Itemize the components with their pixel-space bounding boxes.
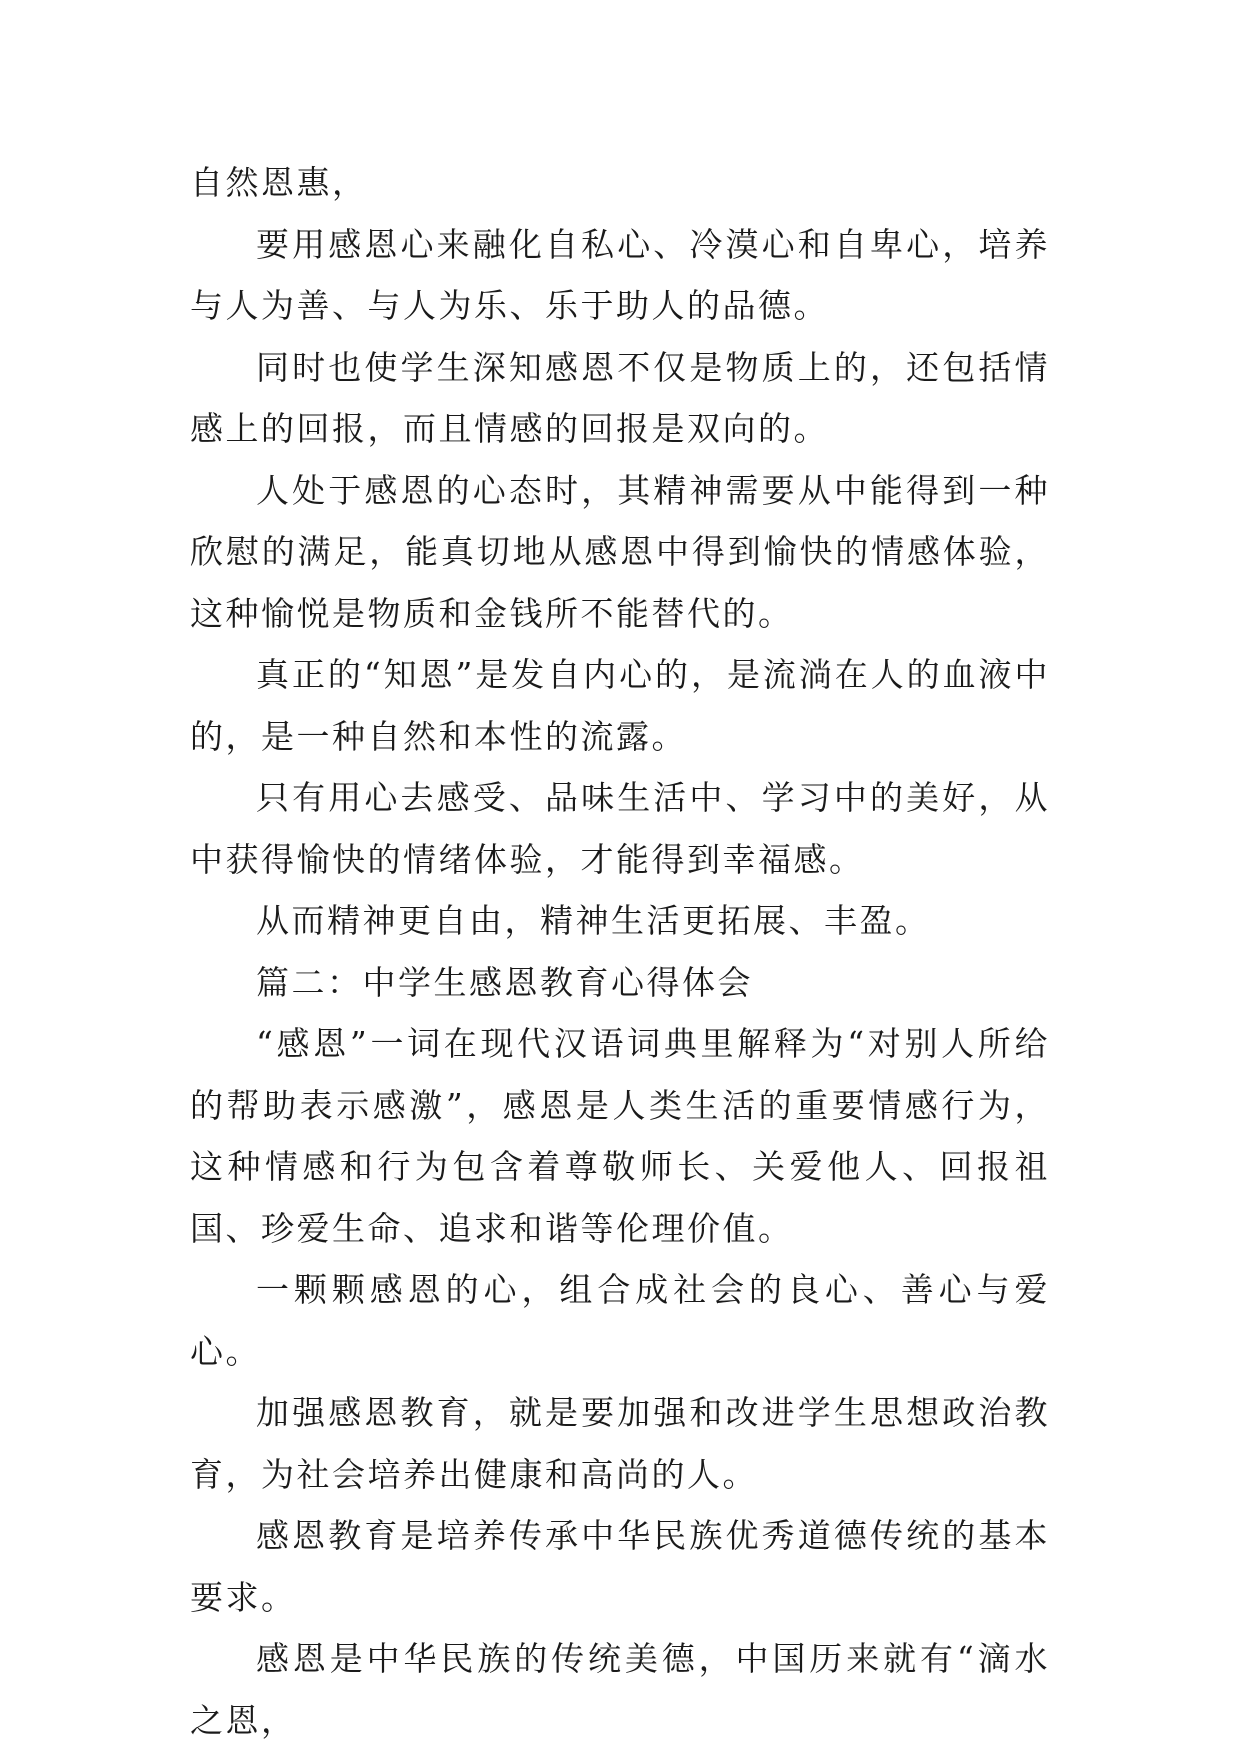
paragraph: 同时也使学生深知感恩不仅是物质上的，还包括情感上的回报，而且情感的回报是双向的。 [190, 347, 1050, 448]
paragraph: 感恩教育是培养传承中华民族优秀道德传统的基本要求。 [190, 1516, 1050, 1617]
paragraph: “感恩”一词在现代汉语词典里解释为“对别人所给的帮助表示感激”，感恩是人类生活的重要情感行为，这种情感和行为包含着尊敬师长、关爱他人、回报祖国、珍爱生命、追求和谐等伦理价值。 [190, 1024, 1050, 1248]
paragraph: 感恩是中华民族的传统美德，中国历来就有“滴水之恩， [190, 1639, 1050, 1740]
paragraph: 只有用心去感受、品味生活中、学习中的美好，从中获得愉快的情绪体验，才能得到幸福感。 [190, 778, 1050, 879]
paragraph: 人处于感恩的心态时，其精神需要从中能得到一种欣慰的满足，能真切地从感恩中得到愉快的情感体验，这种愉悦是物质和金钱所不能替代的。 [190, 470, 1050, 633]
paragraph: 真正的“知恩”是发自内心的，是流淌在人的血液中的，是一种自然和本性的流露。 [190, 655, 1050, 756]
section-heading: 篇二：中学生感恩教育心得体会 [256, 962, 753, 1002]
paragraph: 自然恩惠， [190, 163, 368, 202]
paragraph: 加强感恩教育，就是要加强和改进学生思想政治教育，为社会培养出健康和高尚的人。 [190, 1393, 1050, 1494]
paragraph: 要用感恩心来融化自私心、冷漠心和自卑心，培养与人为善、与人为乐、乐于助人的品德。 [190, 224, 1050, 325]
paragraph: 从而精神更自由，精神生活更拓展、丰盈。 [256, 901, 931, 940]
paragraph: 一颗颗感恩的心，组合成社会的良心、善心与爱心。 [190, 1270, 1050, 1371]
document-body [190, 152, 1050, 1751]
